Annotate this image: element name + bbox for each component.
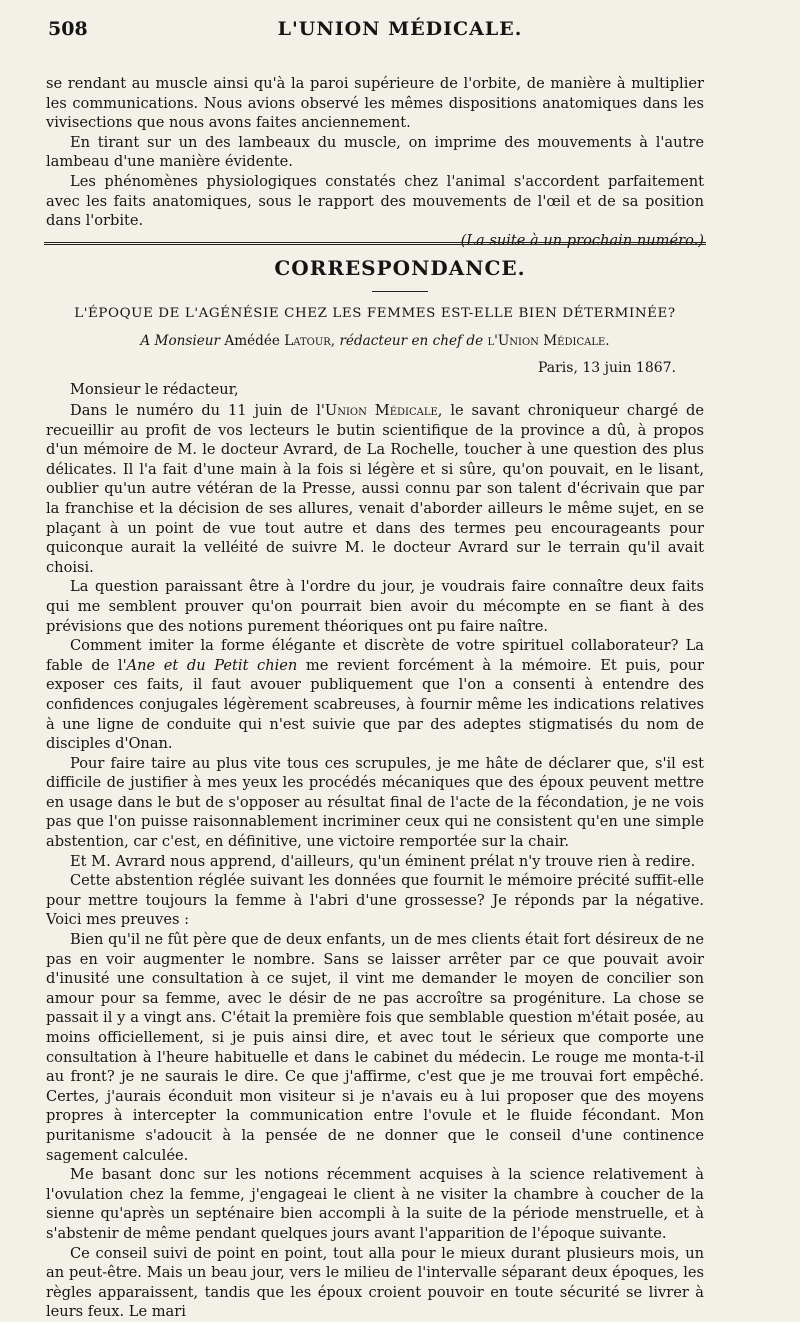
letter-paragraph: Pour faire taire au plus vite tous ces scrupules, je me hâte de déclarer que, s'il est difficile de justifier à mes yeux les procédés mécaniques que des époux peuvent mettre en usage dans le but de s'opposer au résultat final de l'acte de la fécondation, je ne vois pas que l'on puisse raisonnablement incriminer ceux qui ne consistent qu'en une simple abstention, car c'est, en définitive, une victoire remportée sur la chair. [46, 754, 704, 851]
intro-paragraph: se rendant au muscle ainsi qu'à la paroi supérieure de l'orbite, de manière à multiplier les communications. Nous avions observé les mêmes dispositions anatomiques dans les vivisections que nous avons faites anciennement. [46, 75, 704, 132]
text-run: Comment imiter la forme élégante et discrète de votre spirituel collaborateur? La fable de l' [46, 637, 704, 674]
letter-paragraph: Bien qu'il ne fût père que de deux enfants, un de mes clients était fort désireux de ne pas en voir augmenter le nombre. Sans se laisser arrêter par ce que pouvait avoir d'inusité une consultation à ce sujet, il vint me demander le moyen de concilier son amour pour sa femme, avec le désir de ne pas accroître sa progéniture. La chose se passait il y a vingt ans. C'était la première fois que semblable question m'était posée, au moins officiellement, si je puis ainsi dire, et avec tout le sérieux que comporte une consultation à l'heure habituelle et dans le cabinet du médecin. Le rouge me monta-t-il au front? je ne saurais le dire. Ce que j'affirme, c'est que je me trouvai fort empêché. Certes, j'aurais éconduit mon visiteur si je n'avais eu à lui proposer que des moyens propres à intercepter la communication entre l'ovule et le fluide fécondant. Mon puritanisme s'adoucit à la pensée de ne donner que le conseil d'une continence sagement calculée. [46, 931, 704, 1164]
text-run: , le savant chroniqueur chargé de recueillir au profit de vos lecteurs le butin scientifique de la province a dû, à propos d'un mémoire de M. le docteur Avrard, de La Rochelle, toucher à une question des plus délicates. Il l'a fait d'une main à la fois si légère et si sûre, qu'on pouvait, en le lisant, oublier qu'un autre vétéran de la Presse, aussi connu par son talent d'écrivain que par la franchise et la décision de ses allures, venait d'aborder ailleurs le même sujet, en se plaçant à un point de vue tout autre et dans des termes peu encourageants pour quiconque aurait la velléité de suivre M. le docteur Avrard sur le terrain qu'il avait choisi. [46, 402, 704, 576]
dedication-role: rédacteur en chef de [339, 333, 484, 349]
page-number: 508 [48, 18, 88, 40]
letter-paragraph: La question paraissant être à l'ordre du jour, je voudrais faire connaître deux faits qui me semblent prouver qu'on pourrait bien avoir du mécompte en se fiant à des prévisions que des notions purement théoriques ont pu faire naître. [46, 578, 704, 635]
section-title: CORRESPONDANCE. [274, 256, 526, 280]
dedication-surname: Latour [284, 333, 331, 349]
journal-reference: Union Médicale [324, 402, 438, 419]
dedication-name: Amédée [224, 333, 280, 349]
dedication-journal: l'Union Médicale. [487, 333, 610, 349]
letter-paragraph [46, 636, 704, 754]
intro-section [46, 74, 704, 250]
letter-paragraph [46, 401, 704, 577]
letter-body [46, 401, 704, 1322]
letter-date: Paris, 13 juin 1867. [537, 360, 676, 376]
section-divider [44, 242, 706, 245]
continuation-note: (La suite à un prochain numéro.) [460, 231, 704, 249]
text-run: me revient forcément à la mémoire. Et puis, pour exposer ces faits, il faut avouer publiquement que l'on a consenti à entendre des confidences conjugales légèrement scabreuses, à fournir même les indications relatives à une ligne de conduite qui n'est suivie que par des adeptes stigmatisés du nom de disciples d'Onan. [46, 656, 704, 753]
text-run: Dans le numéro du 11 juin de l' [70, 402, 325, 419]
intro-paragraph: Les phénomènes physiologiques constatés chez l'animal s'accordent parfaitement avec les faits anatomiques, sous le rapport des mouvements de l'œil et de sa position dans l'orbite. [46, 172, 704, 230]
letter-paragraph: Ce conseil suivi de point en point, tout alla pour le mieux durant plusieurs mois, un an peut-être. Mais un beau jour, vers le milieu de l'intervalle séparant deux époques, les règles apparaissent, tandis que les époux croient pouvoir en toute sécurité se livrer à leurs feux. Le mari [46, 1244, 704, 1321]
journal-title: L'UNION MÉDICALE. [277, 18, 523, 40]
letter-paragraph: Et M. Avrard nous apprend, d'ailleurs, qu'un éminent prélat n'y trouve rien à redire. [70, 852, 696, 870]
dedication-line: A Monsieur Amédée Latour, rédacteur en chef de l'Union Médicale. [140, 333, 610, 349]
article-subtitle: L'ÉPOQUE DE L'AGÉNÉSIE CHEZ LES FEMMES EST-ELLE BIEN DÉTERMINÉE? [74, 306, 676, 321]
letter-paragraph: Me basant donc sur les notions récemment acquises à la science relativement à l'ovulation chez la femme, j'engageai le client à ne visiter la chambre à coucher de la sienne qu'après un septénaire bien accompli à la suite de la période menstruelle, et à s'abstenir de même pendant quelques jours avant l'apparition de l'époque suivante. [46, 1166, 704, 1242]
intro-paragraph: En tirant sur un des lambeaux du muscle, on imprime des mouvements à l'autre lambeau d'une manière évidente. [46, 133, 704, 171]
letter-paragraph: Cette abstention réglée suivant les données que fournit le mémoire précité suffit-elle pour mettre toujours la femme à l'abri d'une grossesse? Je réponds par la négative. Voici mes preuves : [46, 872, 704, 929]
page-header [0, 18, 800, 48]
letter-salutation: Monsieur le rédacteur, [70, 381, 239, 398]
dedication-prefix: A Monsieur [140, 333, 221, 349]
title-underline [372, 291, 428, 292]
fable-title: Ane et du Petit chien [126, 656, 298, 674]
